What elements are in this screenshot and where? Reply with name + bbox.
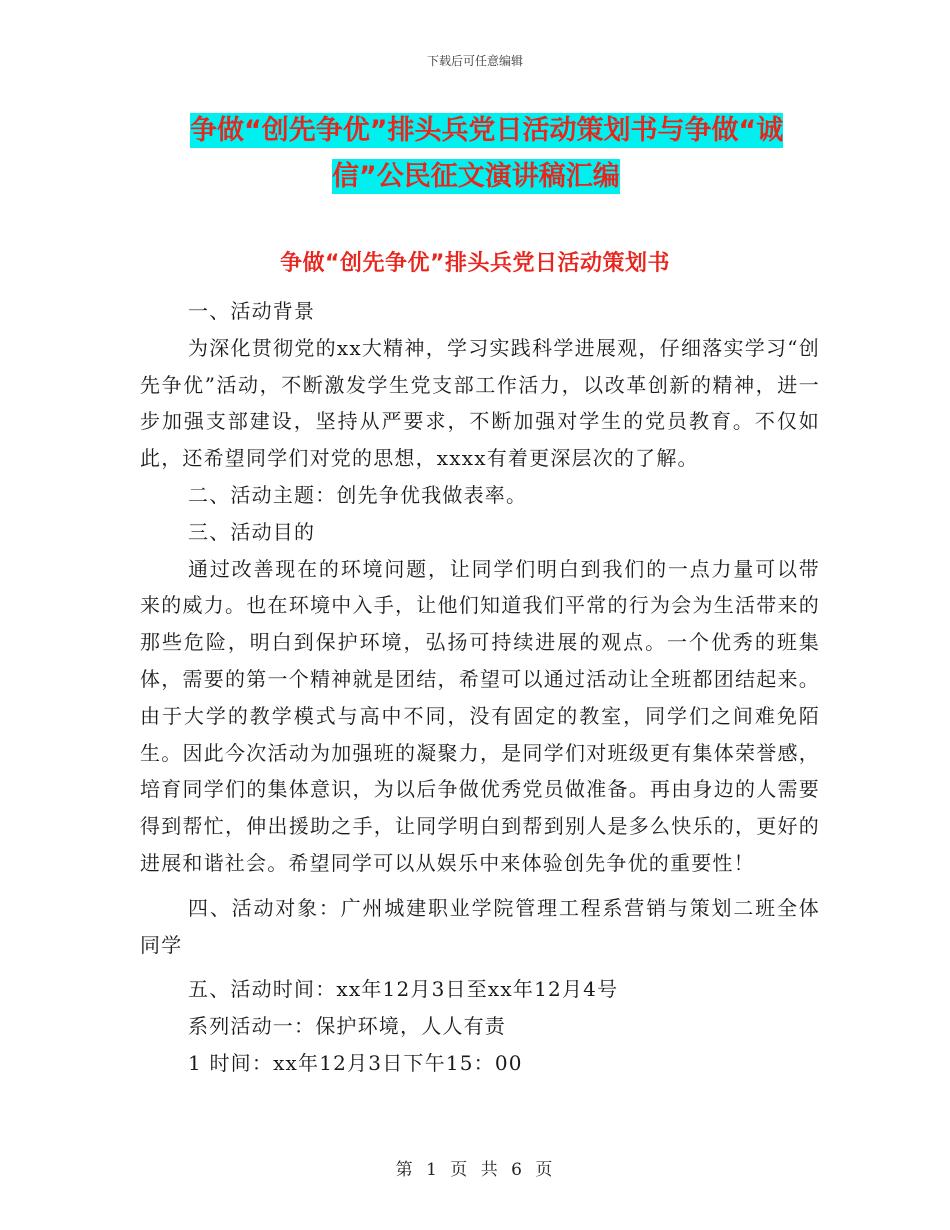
document-title-line-2 bbox=[190, 154, 810, 200]
title-highlight: 信”公民征文演讲稿汇编 bbox=[332, 161, 620, 192]
paragraph-purpose: 通过改善现在的环境问题，让同学们明白到我们的一点力量可以带来的威力。也在环境中入手，让他们知道我们平常的行为会为生活带来的那些危险，明白到保护环境，弘扬可持续进展的观点。一个优秀的班集体，需要的第一个精神就是团结，希望可以通过活动让全班都团结起来。由于大学的教学模式与高中不同，没有固定的教室，同学们之间难免陌生。因此今次活动为加强班的凝聚力，是同学们对班级更有集体荣誉感，培育同学们的集体意识，为以后争做优秀党员做准备。再由身边的人需要得到帮忙，伸出援助之手，让同学明白到帮到别人是多么快乐的，更好的进展和谐社会。希望同学可以从娱乐中来体验创先争优的重要性！ bbox=[140, 556, 820, 875]
page-footer: 第 1 页 共 6 页 bbox=[395, 1160, 555, 1180]
paragraph-background: 为深化贯彻党的xx大精神，学习实践科学进展观，仔细落实学习“创先争优”活动，不断激发学生党支部工作活力，以改革创新的精神，进一步加强支部建设，坚持从严要求，不断加强对学生的党员教育。不仅如此，还希望同学们对党的思想，xxxx有着更深层次的了解。 bbox=[140, 335, 820, 471]
page-header-note: 下载后可任意编辑 bbox=[426, 54, 523, 68]
paragraph-series-one: 系列活动一：保护环境，人人有责 bbox=[188, 1014, 506, 1039]
paragraph-audience: 四、活动对象：广州城建职业学院管理工程系营销与策划二班全体同学 bbox=[140, 895, 820, 957]
document-title bbox=[190, 108, 810, 200]
paragraph-theme: 二、活动主题：创先争优我做表率。 bbox=[188, 482, 528, 507]
paragraph-background-heading: 一、活动背景 bbox=[188, 299, 316, 323]
paragraph-series-one-time: 1 时间：xx年12月3日下午15：00 bbox=[188, 1050, 523, 1075]
paragraph-purpose-heading: 三、活动目的 bbox=[188, 519, 316, 544]
section-title: 争做“创先争优”排头兵党日活动策划书 bbox=[280, 251, 670, 276]
paragraph-time: 五、活动时间：xx年12月3日至xx年12月4号 bbox=[188, 977, 619, 1002]
title-highlight: 争做“创先争优”排头兵党日活动策划书与争做“诚 bbox=[190, 115, 784, 146]
document-title-line-1 bbox=[190, 108, 810, 154]
body-text bbox=[140, 293, 820, 1082]
